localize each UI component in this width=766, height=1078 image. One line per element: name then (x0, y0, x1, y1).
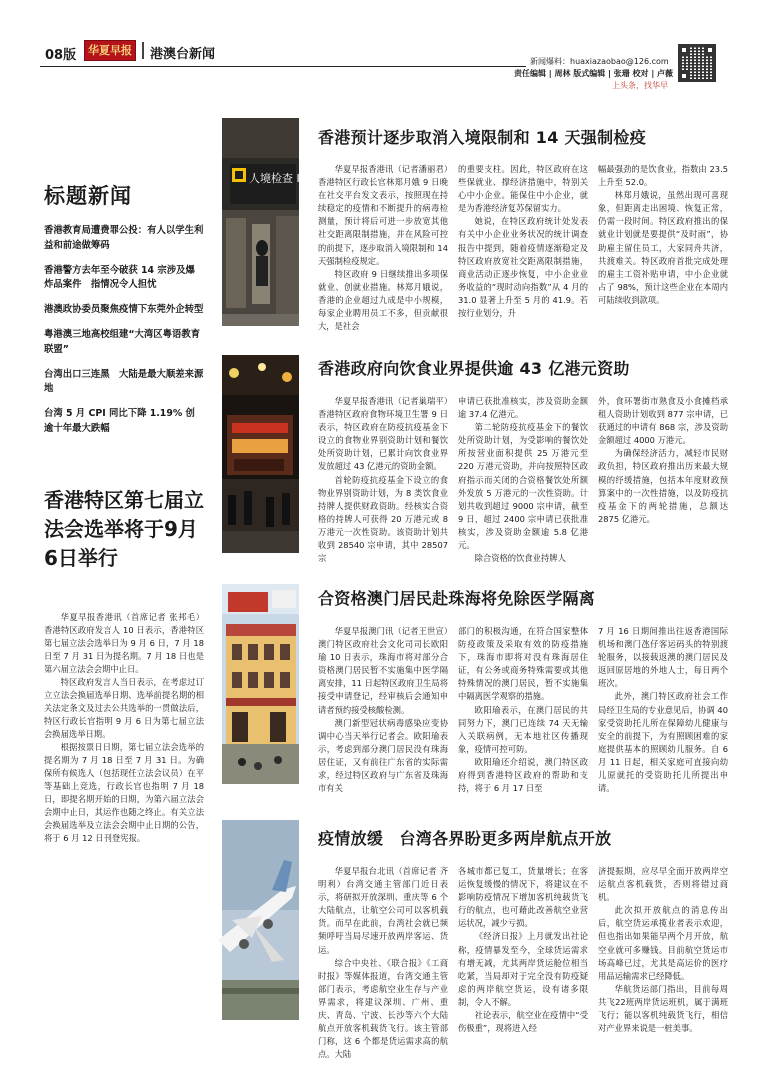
article-paragraph: 此次拟开放航点的消息传出后，航空货运承揽业者表示欢迎，但也指出如果能早两个月开放，航空业就可多赚钱。目前航空货运市场高峰已过，尤其是高运价的医疗用品运输需求已经降低。 (598, 905, 728, 981)
restaurant-street-photo (222, 355, 299, 553)
article-paragraph: 华夏早报澳门讯（记者王世宣）澳门特区政府社会文化司司长欧阳瑜 10 日表示，珠海市将对部分合资格澳门居民暂不实施集中医学隔离安排，11 日起特区政府卫生局将接受申请登记，经审核后会通知申请者预约接受核酸检测。 (318, 626, 448, 715)
article-paragraph: 综合中央社、《联合报》《工商时报》等媒体报道，台湾交通主管部门表示，考虑航空业生存与产业界需求，将建议深圳、广州、重庆、青岛、宁波、长沙等六个大陆航点开放客机载货飞行。该主管部门称，这 6 个都是货运需求高的航点。大陆 (318, 957, 448, 1060)
article-column (458, 163, 588, 320)
qr-code-icon[interactable] (678, 44, 716, 82)
headline-item[interactable]: 香港警方去年至今破获 14 宗涉及爆炸品案件 指情况令人担忧 (44, 264, 195, 290)
article-paragraph: 首轮防疫抗疫基金下设立的食物业界别资助计划，为 8 类饮食业持牌人提供财政资助。经核实合资格的持牌人可获得 20 万港元或 8 万港元一次性资助。该资助计划共收到 28540 宗申请，其中 28507 宗 (318, 474, 448, 564)
article-column (458, 625, 588, 795)
article-paragraph: 各城市都已复工，货量增长；在客运恢复缓慢的情况下，将建议在不影响防疫情况下增加客机纯载货飞行的航点，也可藉此改善航空业营运状况，减少亏损。 (458, 866, 588, 929)
editor-credits: 责任编辑 | 周林 版式编辑 | 张珊 校对 | 卢薇 (514, 69, 674, 78)
article-column (318, 163, 448, 333)
article-paragraph: 外，食环署街市熟食及小食摊档承租人资助计划收到 877 宗申请，已获通过的申请有 868 宗，涉及资助金额超过 4000 万港元。 (598, 396, 728, 446)
newspaper-logo: 华夏早报 (84, 40, 136, 61)
article-column (598, 625, 728, 795)
article-paragraph: 此外，澳门特区政府社会工作局经卫生局的专业意见后，协调 40 家受资助托儿所在保障幼儿健康与安全的前提下，为有照顾困难的家庭提供基本的照顾幼儿服务。自 6 月 11 日起，相关家庭可直接向幼儿原就托的受资助托儿所提出申请。 (598, 691, 728, 794)
headline-news-title: 标题新闻 (44, 184, 132, 208)
article-paragraph: 《经济日报》上月就发出社论称，疫情暴发至今，全球货运需求有增无减，尤其两岸货运舱位相当吃紧，当局却对于完全没有防疫疑虑的两岸航空货运，设有诸多限制，令人不解。 (458, 931, 588, 1007)
article-column (598, 163, 728, 307)
article-paragraph: 为确保经济活力，减轻市民财政负担，特区政府推出历来最大规模的纾缓措施，包括本年度财政预算案中的一次性措施，以及防疫抗疫基金下的两轮措施，总额达 2875 亿港元。 (598, 448, 728, 524)
article-paragraph: 除合资格的饮食业持牌人 (474, 553, 566, 564)
tagline: 上头条，找华早 (612, 81, 668, 90)
headline-item[interactable]: 香港教育局遭费罪公投：有人以学生利益和前途做筹码 (44, 225, 204, 251)
article-paragraph: 华夏早报香港讯（记者潘丽君）香港特区行政长官林郑月娥 9 日晚在社交平台发文表示，按照现在持续稳定的疫情和不断提升的病毒检测量，预计将后可进一步放宽其他社交距离限制措施，并在风险可控的前提下，逐步取消入境限制和 14 天强制检疫规定。 (318, 164, 448, 266)
article-title[interactable]: 香港政府向饮食业界提供逾 43 亿港元资助 (318, 359, 630, 378)
feature-body (44, 611, 204, 845)
article-paragraph: 华夏早报香港讯（记者巢瑞平）香港特区政府食物环境卫生署 9 日表示，特区政府在防疫抗疫基金下设立的食物业界别资助计划和餐饮处所资助计划，已累计向饮食业界发放超过 43 亿港元的资助金额。 (318, 396, 448, 472)
headline-news-list (44, 224, 204, 447)
section-name: 港澳台新闻 (150, 47, 216, 62)
headline-item[interactable]: 台湾出口三连黑 大陆是最大顺差来源地 (44, 368, 204, 394)
immigration-photo (222, 118, 364, 326)
article-column (598, 395, 728, 526)
article-column (458, 865, 588, 1035)
article-paragraph: 第二轮防疫抗疫基金下的餐饮处所资助计划，为受影响的餐饮处所按营业面积提供 25 万港元至 220 万港元资助，并向按照特区政府指示而关闭的合资格餐饮处所额外发放 5 万港元的一次性资助。计划共收到超过 9000 宗申请，截至 9 日，超过 2400 宗申请已获批准核实，涉及资助金额逾 5.8 亿港元。 (458, 422, 588, 551)
article-paragraph: 欧阳瑜表示，在澳门居民的共同努力下，澳门已连续 74 天无输入关联病例，无本地社区传播现象，疫情可控可防。 (458, 704, 588, 754)
headline-item[interactable]: 粤港澳三地高校组建“大湾区粤语教育联盟” (44, 329, 201, 355)
feature-headline: 香港特区第七届立法会选举将于9月6日举行 (44, 488, 204, 570)
airplane-photo (222, 820, 299, 1020)
article-paragraph: 她说，在特区政府统计处发表有关中小企业业务状况的统计调查报告中提到，随着疫情逐渐稳定及特区政府放宽社交距离限制措施，商业活动正逐步恢复，中小企业业务收益的“现时动向指数”从 4 月的 31.0 显著上升至 5 月的 41.9。若按行业划分，升 (458, 216, 588, 319)
headline-item[interactable]: 台湾 5 月 CPI 同比下降 1.19% 创逾十年最大跌幅 (44, 408, 195, 434)
article-column (318, 865, 448, 1061)
article-paragraph: 特区政府 9 日继续推出多项保就业、创就业措施。林郑月娥说，香港的企业超过九成是中小规模，每家企业聘用员工不多，但贡献很大，是社会 (318, 268, 448, 332)
article-paragraph: 欧阳瑜还介绍说，澳门特区政府得到香港特区政府的帮助和支持，将于 6 月 17 日至 (458, 756, 588, 794)
article-paragraph: 部门的积极沟通，在符合国家整体防疫政策及采取有效的防疫措施下，珠海市即将对没有珠海居住证，有公务或商务特殊需要或其他特殊情况的澳门居民，暂不实施集中隔离医学观察的措施。 (458, 626, 588, 702)
sign-text-cn: 人境检查 Immigration (249, 172, 364, 185)
macau-building-photo (222, 584, 299, 784)
article-paragraph: 申请已获批准核实，涉及资助金额逾 37.4 亿港元。 (458, 396, 588, 420)
headline-item[interactable]: 港澳政协委员聚焦疫情下东莞外企转型 (44, 304, 204, 315)
article-paragraph: 林郑月娥说，虽然出现可喜现象，但距离走出困境、恢复正常，仍需一段时间。特区政府推出的保就业计划就是要提供“及时雨”，协助雇主留住员工，大家同舟共济，共渡难关。特区政府首批完成处理的雇主工资补贴申请，中小企业就占了 98%，预计这些企业在本周内可陆续收到款项。 (598, 190, 728, 305)
article-title[interactable]: 疫情放缓 台湾各界盼更多两岸航点开放 (318, 829, 612, 848)
article-paragraph: 的重要支柱。因此，特区政府在这些保就业、撑经济措施中，特别关心中小企业。能保住中小企业，就是为香港经济复苏保留实力。 (458, 164, 588, 214)
header-rule (40, 66, 526, 67)
article-paragraph: 济提振期，应尽早全面开放两岸空运航点客机载货，否则将错过商机。 (598, 866, 728, 903)
article-paragraph: 幅最强劲的是饮食业，指数由 23.5 上升至 52.0。 (598, 164, 728, 188)
article-title[interactable]: 香港预计逐步取消入境限制和 14 天强制检疫 (318, 128, 647, 147)
article-paragraph: 华航货运部门指出，目前每周共飞22班两岸货运班机，属于满班飞行；能以客机纯载货飞行，相信对产业界来说是一桩美事。 (598, 983, 728, 1034)
article-paragraph: 澳门新型冠状病毒感染应变协调中心当天举行记者会。欧阳瑜表示，考虑到部分澳门居民没有珠海居住证，又有前往广东省的实际需求，经过特区政府与广东省及珠海市有关 (318, 717, 448, 794)
article-paragraph: 华夏早报台北讯（首席记者 齐明利）台湾交通主管部门近日表示，将研拟开放深圳、重庆等 6 个大陆航点，让航空公司可以客机载货。而早在此前，台湾社会就已频频呼吁当局尽速开放两岸客运、货运。 (318, 866, 448, 955)
feature-paragraph: 华夏早报香港讯（首席记者 张邦毛）香港特区政府发言人 10 日表示，香港特区第七届立法会选举日为 9 月 6 日，7 月 18 日至 7 月 31 日为提名期。7 月 18 日也是第六届立法会会期中止日。 (44, 612, 204, 674)
article-column (598, 865, 728, 1035)
header-divider (142, 42, 144, 59)
page-number: 08版 (45, 48, 77, 63)
article-paragraph: 社论表示，航空业在疫情中“受伤极重”，现将进入经 (458, 1010, 588, 1034)
article-column (458, 395, 588, 565)
article-column (318, 395, 448, 565)
feature-paragraph: 根据按票日日期，第七届立法会选举的提名期为 7 月 18 日至 7 月 31 日。为确保所有候选人（包括现任立法会议员）在平等基础上竞选，行政长官也指明 7 月 18 日，即提名期开始的日期，为第六届立法会会期中止日，其运作也随之终止。有关立法会换届选举及立法会会期中止日期的公告，将于 6 月 12 日刊登宪报。 (44, 742, 204, 843)
feature-paragraph: 特区政府发言人当日表示，在考虑过订立立法会换届选举日期、选举前提名期的相关法定条文及过去公共选举的一贯做法后，特区行政长官指明 9 月 6 日为第七届立法会换届选举日期。 (44, 677, 204, 739)
article-column (318, 625, 448, 795)
page-header (0, 0, 766, 100)
article-title[interactable]: 合资格澳门居民赴珠海将免除医学隔离 (318, 589, 596, 608)
article-paragraph: 7 月 16 日期间推出往返香港国际机场和澳门氹仔客运码头的特别渡轮服务，以接载返澳的澳门居民及返回原居地的外地人士，每日两个班次。 (598, 626, 728, 689)
news-hotline: 新闻爆料：huaxiazaobao@126.com (530, 57, 669, 66)
